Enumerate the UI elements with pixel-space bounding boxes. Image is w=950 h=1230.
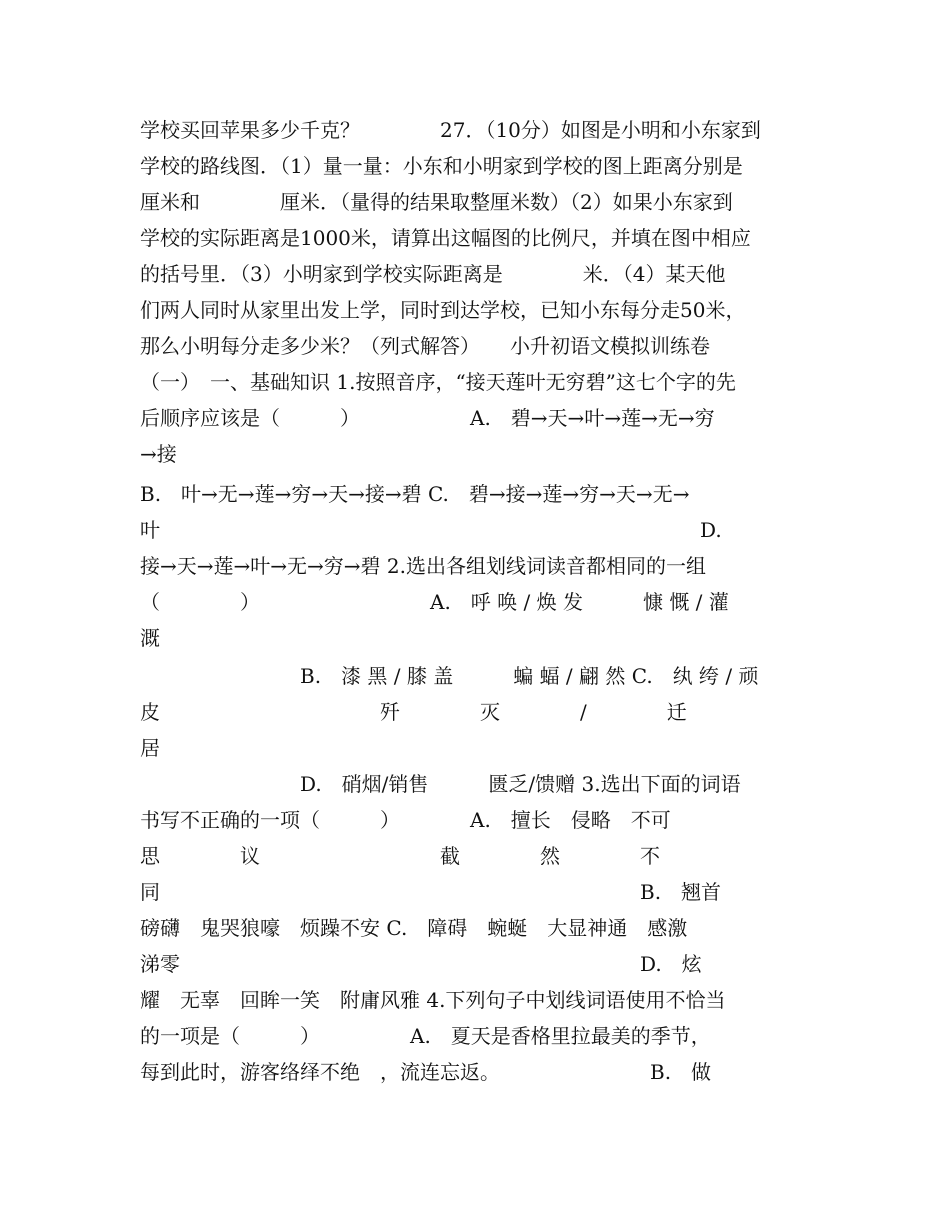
text-line: 叶 D. (140, 518, 722, 542)
text-line: 学校的实际距离是1000米，请算出这幅图的比例尺，并填在图中相应 (140, 226, 751, 250)
text-line: 那么小明每分走多少米？（列式解答） 小升初语文模拟训练卷 (140, 334, 710, 358)
text-line: D. 硝烟/销售 匮乏/馈赠 3.选出下面的词语 (140, 772, 741, 796)
text-line: 厘米和 厘米．（量得的结果取整厘米数）（2）如果小东家到 (140, 190, 733, 214)
text-line: 学校买回苹果多少千克？ 27．（10分）如图是小明和小东家到 (140, 118, 761, 142)
text-line: 每到此时，游客络绎不绝 ，流连忘返。 B. 做 (140, 1060, 712, 1084)
text-line: →接 (140, 442, 177, 466)
text-line: 耀 无辜 回眸一笑 附庸风雅 4.下列句子中划线词语使用不恰当 (140, 988, 726, 1012)
text-line: （ ） A. 呼 唤 / 焕 发 慷 慨 / 灌 (140, 590, 729, 614)
text-line: 的一项是（ ） A. 夏天是香格里拉最美的季节， (140, 1024, 711, 1048)
text-line: 皮 歼 灭 / 迁 (140, 700, 687, 724)
text-line: 后顺序应该是（ ） A. 碧→天→叶→莲→无→穷 (140, 406, 715, 430)
text-line: 磅礴 鬼哭狼嚎 烦躁不安 C. 障碍 蜿蜒 大显神通 感激 (140, 916, 688, 940)
text-line: 思 议 截 然 不 (140, 844, 660, 868)
text-line: 书写不正确的一项（ ） A. 擅长 侵略 不可 (140, 808, 671, 832)
text-line: 居 (140, 736, 160, 760)
text-line: 们两人同时从家里出发上学，同时到达学校，已知小东每分走50米， (140, 298, 746, 322)
text-line: 的括号里．（3）小明家到学校实际距离是 米．（4）某天他 (140, 262, 726, 286)
text-line: 溉 (140, 626, 160, 650)
text-line: B. 叶→无→莲→穷→天→接→碧 C. 碧→接→莲→穷→天→无→ (140, 482, 690, 506)
text-line: 涕零 D. 炫 (140, 952, 702, 976)
text-line: 同 B. 翘首 (140, 880, 722, 904)
text-line: （一） 一、基础知识 1.按照音序，“接天莲叶无穷碧”这七个字的先 (140, 370, 736, 394)
text-line: 接→天→莲→叶→无→穷→碧 2.选出各组划线词读音都相同的一组 (140, 554, 706, 578)
text-line: B. 漆 黑 / 膝 盖 蝙 蝠 / 翩 然 C. 纨 绔 / 顽 (140, 664, 759, 688)
text-line: 学校的路线图．（1）量一量：小东和小明家到学校的图上距离分别是 (140, 154, 743, 178)
